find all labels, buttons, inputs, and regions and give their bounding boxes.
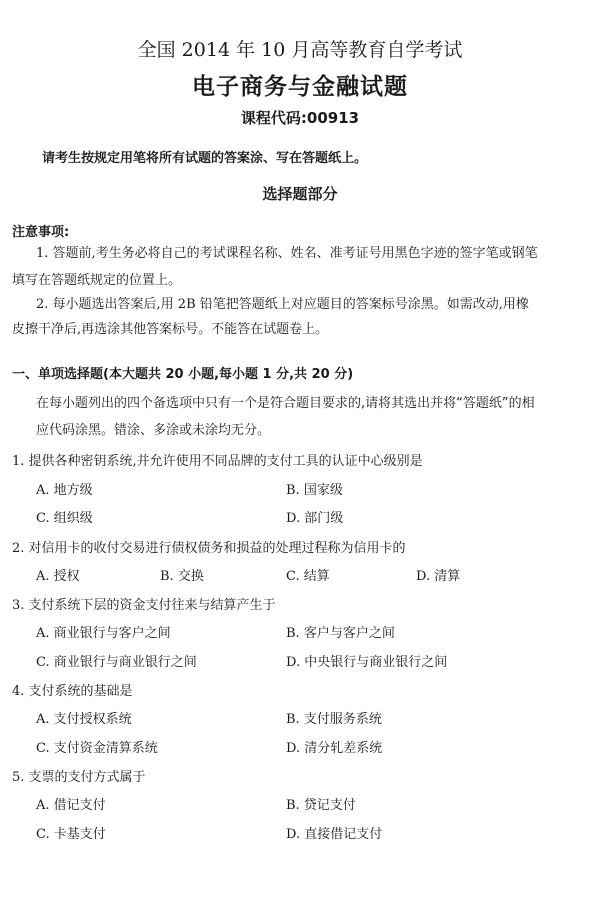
option-a: A. 授权 <box>36 569 80 584</box>
part-desc-line-1: 在每小题列出的四个备选项中只有一个是符合题目要求的,请将其选出并将“答题纸”的相 <box>36 396 535 411</box>
notice-title: 注意事项: <box>12 225 70 240</box>
course-code: 课程代码:00913 <box>240 109 360 127</box>
question-stem: 2. 对信用卡的收付交易进行债权债务和损益的处理过程称为信用卡的 <box>12 541 406 556</box>
option-d: D. 清算 <box>416 569 461 584</box>
subject-title: 电子商务与金融试题 <box>192 74 408 100</box>
option-a: A. 地方级 <box>36 483 93 498</box>
option-b: B. 国家级 <box>286 483 343 498</box>
question-stem: 3. 支付系统下层的资金支付往来与结算产生于 <box>12 598 276 613</box>
option-c: C. 结算 <box>286 569 330 584</box>
option-d: D. 中央银行与商业银行之间 <box>286 655 448 670</box>
option-b: B. 交换 <box>160 569 204 584</box>
option-b: B. 贷记支付 <box>286 798 356 813</box>
part-desc-line-2: 应代码涂黑。错涂、多涂或未涂均无分。 <box>36 423 271 438</box>
notice-item-2-line-2: 皮擦干净后,再选涂其他答案标号。不能答在试题卷上。 <box>12 322 329 337</box>
notice-item-2-line-1: 2. 每小题选出答案后,用 2B 铅笔把答题纸上对应题目的答案标号涂黑。如需改动,用橡 <box>36 297 529 312</box>
notice-item-1-line-2: 填写在答题纸规定的位置上。 <box>12 273 182 288</box>
section-heading: 选择题部分 <box>262 185 338 203</box>
option-c: C. 支付资金清算系统 <box>36 741 158 756</box>
option-c: C. 商业银行与商业银行之间 <box>36 655 197 670</box>
option-a: A. 支付授权系统 <box>36 712 132 727</box>
option-d: D. 直接借记支付 <box>286 827 383 842</box>
question-stem: 4. 支付系统的基础是 <box>12 684 133 699</box>
question-stem: 1. 提供各种密钥系统,并允许使用不同品牌的支付工具的认证中心级别是 <box>12 454 423 469</box>
option-b: B. 客户与客户之间 <box>286 626 395 641</box>
notice-item-1-line-1: 1. 答题前,考生务必将自己的考试课程名称、姓名、准考证号用黑色字迹的签字笔或钢笔 <box>36 246 538 261</box>
option-a: A. 商业银行与客户之间 <box>36 626 171 641</box>
exam-title: 全国 2014 年 10 月高等教育自学考试 <box>137 39 463 61</box>
option-d: D. 清分轧差系统 <box>286 741 383 756</box>
option-c: C. 卡基支付 <box>36 827 106 842</box>
option-c: C. 组织级 <box>36 511 93 526</box>
option-a: A. 借记支付 <box>36 798 106 813</box>
part-heading: 一、单项选择题(本大题共 20 小题,每小题 1 分,共 20 分) <box>12 367 354 382</box>
option-b: B. 支付服务系统 <box>286 712 382 727</box>
option-d: D. 部门级 <box>286 511 344 526</box>
answer-instruction: 请考生按规定用笔将所有试题的答案涂、写在答题纸上。 <box>42 151 368 166</box>
question-stem: 5. 支票的支付方式属于 <box>12 770 146 785</box>
